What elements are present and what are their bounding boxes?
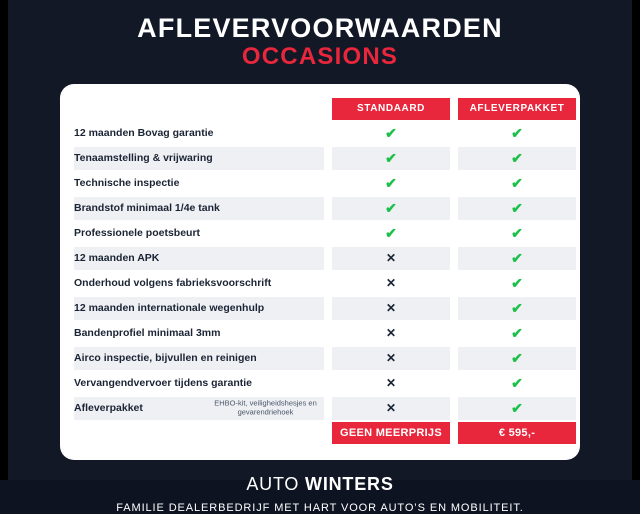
cross-icon: [332, 372, 450, 395]
check-icon: [332, 222, 450, 245]
spacer: [324, 347, 332, 370]
spacer: [450, 247, 458, 270]
price-standaard: GEEN MEERPRIJS: [332, 422, 450, 444]
feature-label: Airco inspectie, bijvullen en reinigen: [74, 347, 324, 370]
check-glyph: ✔: [385, 149, 397, 166]
table-row: [74, 272, 576, 295]
cross-glyph: ✕: [385, 326, 397, 341]
comparison-table: [74, 96, 576, 446]
cross-icon: [332, 397, 450, 420]
spacer: [450, 347, 458, 370]
table-row: [74, 247, 576, 270]
spacer: [450, 422, 458, 444]
spacer: [450, 222, 458, 245]
feature-label: Tenaamstelling & vrijwaring: [74, 147, 324, 170]
feature-label: Bandenprofiel minimaal 3mm: [74, 327, 221, 340]
table-row: [74, 297, 576, 320]
check-glyph: ✔: [511, 249, 523, 266]
check-icon: [332, 172, 450, 195]
brand-name-light: AUTO: [246, 473, 306, 494]
check-icon: [458, 272, 576, 295]
table-head: [74, 98, 576, 120]
cross-glyph: ✕: [385, 401, 397, 416]
feature-label: Afleverpakket EHBO-kit, veiligheidshesjes en gevarendriehoek: [74, 397, 324, 420]
check-glyph: ✔: [511, 399, 523, 416]
spacer: [324, 272, 332, 295]
spacer: [324, 422, 332, 444]
spacer: [324, 322, 332, 345]
check-icon: [332, 122, 450, 145]
feature-label: Brandstof minimaal 1/4e tank: [74, 197, 324, 220]
check-glyph: ✔: [511, 149, 523, 166]
spacer: [324, 172, 332, 195]
letterbox-right: [632, 0, 640, 480]
table-footer-row: [74, 422, 576, 444]
table-body: [74, 122, 576, 420]
spacer: [324, 98, 332, 120]
column-header-standaard: STANDAARD: [332, 98, 450, 120]
cross-icon: [332, 247, 450, 270]
spacer: [450, 272, 458, 295]
check-glyph: ✔: [511, 374, 523, 391]
table-row: [74, 222, 576, 245]
brand-name: [116, 474, 523, 495]
spacer: [450, 172, 458, 195]
page-title: AFLEVERVOORWAARDEN: [137, 13, 503, 43]
cross-glyph: ✕: [385, 351, 397, 366]
table-foot: [74, 422, 576, 444]
check-glyph: ✔: [511, 324, 523, 341]
spacer: [324, 372, 332, 395]
check-glyph: ✔: [385, 124, 397, 141]
check-glyph: ✔: [511, 299, 523, 316]
check-glyph: ✔: [511, 124, 523, 141]
check-icon: [458, 222, 576, 245]
column-header-feature: [74, 98, 324, 120]
column-header-afleverpakket: AFLEVERPAKKET: [458, 98, 576, 120]
cross-glyph: ✕: [385, 376, 397, 391]
table-row: [74, 397, 576, 420]
spacer: [324, 122, 332, 145]
table-row: [74, 172, 576, 195]
brand-name-bold: WINTERS: [305, 473, 394, 494]
feature-note: EHBO-kit, veiligheidshesjes en gevarendriehoek: [214, 398, 317, 417]
letterbox-left: [0, 0, 8, 480]
check-glyph: ✔: [385, 224, 397, 241]
feature-label: Onderhoud volgens fabrieksvoorschrift: [74, 277, 272, 290]
spacer: [324, 197, 332, 220]
feature-label: Vervangendvervoer tijdens garantie: [74, 377, 252, 390]
check-icon: [458, 397, 576, 420]
check-glyph: ✔: [511, 224, 523, 241]
check-icon: [458, 297, 576, 320]
spacer: [450, 397, 458, 420]
check-icon: [332, 147, 450, 170]
spacer: [450, 297, 458, 320]
page-subtitle: OCCASIONS: [241, 43, 399, 71]
feature-label: 12 maanden Bovag garantie: [74, 127, 214, 140]
check-icon: [458, 147, 576, 170]
spacer: [324, 147, 332, 170]
check-glyph: ✔: [511, 174, 523, 191]
feature-label: 12 maanden internationale wegenhulp: [74, 297, 324, 320]
spacer: [324, 247, 332, 270]
check-glyph: ✔: [511, 199, 523, 216]
check-icon: [458, 372, 576, 395]
spacer: [450, 98, 458, 120]
cross-icon: [332, 297, 450, 320]
spacer: [450, 197, 458, 220]
comparison-card: [60, 84, 580, 460]
spacer: [450, 122, 458, 145]
price-afleverpakket: € 595,-: [458, 422, 576, 444]
cross-glyph: ✕: [385, 251, 397, 266]
check-icon: [458, 247, 576, 270]
cross-icon: [332, 347, 450, 370]
check-glyph: ✔: [385, 174, 397, 191]
spacer: [450, 322, 458, 345]
check-icon: [458, 122, 576, 145]
poster-header: [137, 14, 503, 70]
feature-label: Professionele poetsbeurt: [74, 227, 201, 240]
cross-icon: [332, 322, 450, 345]
spacer: [450, 372, 458, 395]
check-glyph: ✔: [511, 274, 523, 291]
cross-icon: [332, 272, 450, 295]
spacer: [324, 222, 332, 245]
table-row: [74, 322, 576, 345]
feature-label: 12 maanden APK: [74, 247, 324, 270]
check-icon: [458, 347, 576, 370]
spacer: [450, 147, 458, 170]
brand-tagline: FAMILIE DEALERBEDRIJF MET HART VOOR AUTO’S EN MOBILITEIT.: [116, 501, 524, 514]
spacer: [324, 397, 332, 420]
check-icon: [332, 197, 450, 220]
feature-label: Technische inspectie: [74, 177, 180, 190]
cross-glyph: ✕: [385, 276, 397, 291]
table-row: [74, 347, 576, 370]
table-header-row: [74, 98, 576, 120]
cross-glyph: ✕: [385, 301, 397, 316]
table-row: [74, 372, 576, 395]
check-glyph: ✔: [385, 199, 397, 216]
table-row: [74, 122, 576, 145]
table-row: [74, 197, 576, 220]
check-icon: [458, 322, 576, 345]
footer-spacer: [74, 422, 324, 444]
check-icon: [458, 197, 576, 220]
check-glyph: ✔: [511, 349, 523, 366]
check-icon: [458, 172, 576, 195]
table-row: [74, 147, 576, 170]
spacer: [324, 297, 332, 320]
